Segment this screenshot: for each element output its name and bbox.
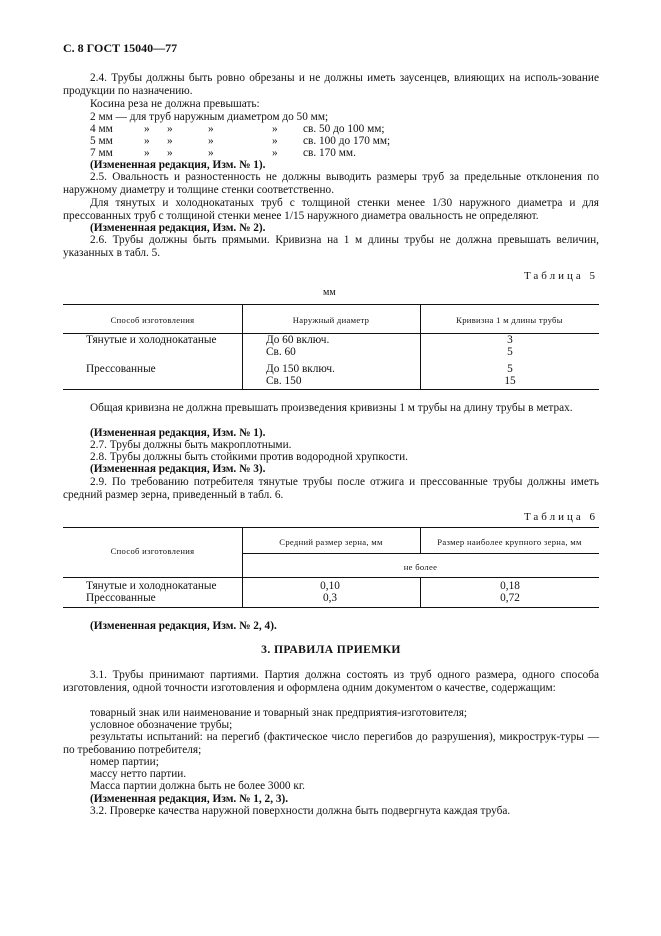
table-6-header-largest: Размер наиболее крупного зерна, мм xyxy=(437,537,582,547)
list-item: результаты испытаний: на перегиб (фактическое число перегибов до разрушения), микрострук-туры — по требованию потребителя; xyxy=(63,731,599,756)
ditto-mark: » xyxy=(208,123,214,135)
paragraph-2-6: 2.6. Трубы должны быть прямыми. Кривизна на 1 м длины трубы не должна превышать величин, указанных в табл. 5. xyxy=(63,234,599,259)
table-cell-diameter: Св. 60 xyxy=(266,346,296,358)
amendment-note: (Измененная редакция, Изм. № 2, 4). xyxy=(90,620,277,632)
table-rule xyxy=(242,553,599,554)
paragraph-2-9: 2.9. По требованию потребителя тянутые трубы после отжига и прессованные трубы должны иметь средний размер зерна, приведенный в табл. 6. xyxy=(63,476,599,501)
table-rule xyxy=(63,527,599,528)
section-title: 3. ПРАВИЛА ПРИЕМКИ xyxy=(261,643,401,656)
kosina-value: 5 мм xyxy=(90,135,113,147)
table-rule xyxy=(63,304,599,305)
table-6-caption: Таблица 6 xyxy=(523,511,598,523)
kosina-value: 4 мм xyxy=(90,123,113,135)
table-6-header-average: Средний размер зерна, мм xyxy=(279,537,383,547)
paragraph-2-6-b: Общая кривизна не должна превышать произведения кривизны 1 м трубы на длину трубы в метрах. xyxy=(90,402,573,414)
ditto-mark: » xyxy=(144,135,150,147)
amendment-note: (Измененная редакция, Изм. № 1). xyxy=(90,159,266,171)
ditto-mark: » xyxy=(208,135,214,147)
ditto-mark: » xyxy=(144,123,150,135)
table-5-header-method: Способ изготовления xyxy=(110,315,195,325)
kosina-range: св. 170 мм. xyxy=(303,147,356,159)
kosina-intro: Косина реза не должна превышать: xyxy=(90,98,260,110)
table-cell-curvature: 3 xyxy=(507,334,513,346)
table-6-header-method: Способ изготовления xyxy=(110,546,195,556)
table-5-header-diameter: Наружный диаметр xyxy=(292,315,370,325)
kosina-row-1: 2 мм — для труб наружным диаметром до 50 мм; xyxy=(90,111,329,123)
table-cell-curvature: 15 xyxy=(504,375,516,387)
ditto-mark: » xyxy=(144,147,150,159)
list-item: массу нетто партии. xyxy=(90,768,187,780)
table-cell-curvature: 5 xyxy=(507,346,513,358)
ditto-mark: » xyxy=(272,135,278,147)
table-5-caption: Таблица 5 xyxy=(523,270,598,282)
paragraph-3-2: 3.2. Проверке качества наружной поверхности должна быть подвергнута каждая труба. xyxy=(90,805,511,817)
table-rule xyxy=(63,577,599,578)
amendment-note: (Измененная редакция, Изм. № 1, 2, 3). xyxy=(90,793,289,805)
table-cell-method: Тянутые и холоднокатаные xyxy=(86,334,217,346)
list-item: товарный знак или наименование и товарный знак предприятия-изготовителя; xyxy=(90,707,468,719)
amendment-note: (Измененная редакция, Изм. № 3). xyxy=(90,463,266,475)
table-cell-method: Тянутые и холоднокатаные xyxy=(86,580,217,592)
table-cell-diameter: До 60 включ. xyxy=(266,334,330,346)
table-rule xyxy=(63,607,599,608)
table-5-unit: мм xyxy=(323,287,336,298)
table-cell-average: 0,10 xyxy=(320,580,340,592)
ditto-mark: » xyxy=(167,123,173,135)
table-cell-diameter: До 150 включ. xyxy=(266,363,335,375)
table-cell-curvature: 5 xyxy=(507,363,513,375)
kosina-range: св. 50 до 100 мм; xyxy=(303,123,385,135)
table-cell-method: Прессованные xyxy=(86,592,156,604)
table-5-header-curvature: Кривизна 1 м длины трубы xyxy=(456,315,563,325)
list-item: номер партии; xyxy=(90,756,159,768)
paragraph-2-4: 2.4. Трубы должны быть ровно обрезаны и не должны иметь заусенцев, влияющих на исполь-зование продукции по назначению. xyxy=(63,72,599,97)
table-rule xyxy=(63,389,599,390)
amendment-note: (Измененная редакция, Изм. № 1). xyxy=(90,427,266,439)
table-rule xyxy=(420,577,421,607)
table-cell-average: 0,3 xyxy=(322,592,338,604)
table-cell-method: Прессованные xyxy=(86,363,156,375)
table-cell-largest: 0,72 xyxy=(500,592,520,604)
kosina-value: 7 мм xyxy=(90,147,113,159)
paragraph-2-5-b: Для тянутых и холоднокатаных труб с толщиной стенки менее 1/30 наружного диаметра и для прессованных труб с толщиной стенки менее 1/15 наружного диаметра овальность не определяют. xyxy=(63,197,599,222)
paragraph-2-7: 2.7. Трубы должны быть макроплотными. xyxy=(90,439,292,451)
ditto-mark: » xyxy=(272,123,278,135)
ditto-mark: » xyxy=(167,147,173,159)
amendment-note: (Измененная редакция, Изм. № 2). xyxy=(90,222,266,234)
table-6-subheader: не более xyxy=(403,562,438,572)
ditto-mark: » xyxy=(272,147,278,159)
paragraph-2-8: 2.8. Трубы должны быть стойкими против водородной хрупкости. xyxy=(90,451,408,463)
ditto-mark: » xyxy=(208,147,214,159)
table-cell-largest: 0,18 xyxy=(500,580,520,592)
page-header: С. 8 ГОСТ 15040—77 xyxy=(63,41,178,55)
list-item: условное обозначение трубы; xyxy=(90,719,233,731)
table-cell-diameter: Св. 150 xyxy=(266,375,302,387)
kosina-range: св. 100 до 170 мм; xyxy=(303,135,391,147)
paragraph-2-5: 2.5. Овальность и разностенность не должны выводить размеры труб за предельные отклонения по наружному диаметру и толщине стенки соответственно. xyxy=(63,171,599,196)
paragraph-3-1: 3.1. Трубы принимают партиями. Партия должна состоять из труб одного размера, одного способа изготовления, одной точности изготовления и оформлена одним документом о качестве, содержащим: xyxy=(63,669,599,694)
list-item: Масса партии должна быть не более 3000 кг. xyxy=(90,780,306,792)
ditto-mark: » xyxy=(167,135,173,147)
